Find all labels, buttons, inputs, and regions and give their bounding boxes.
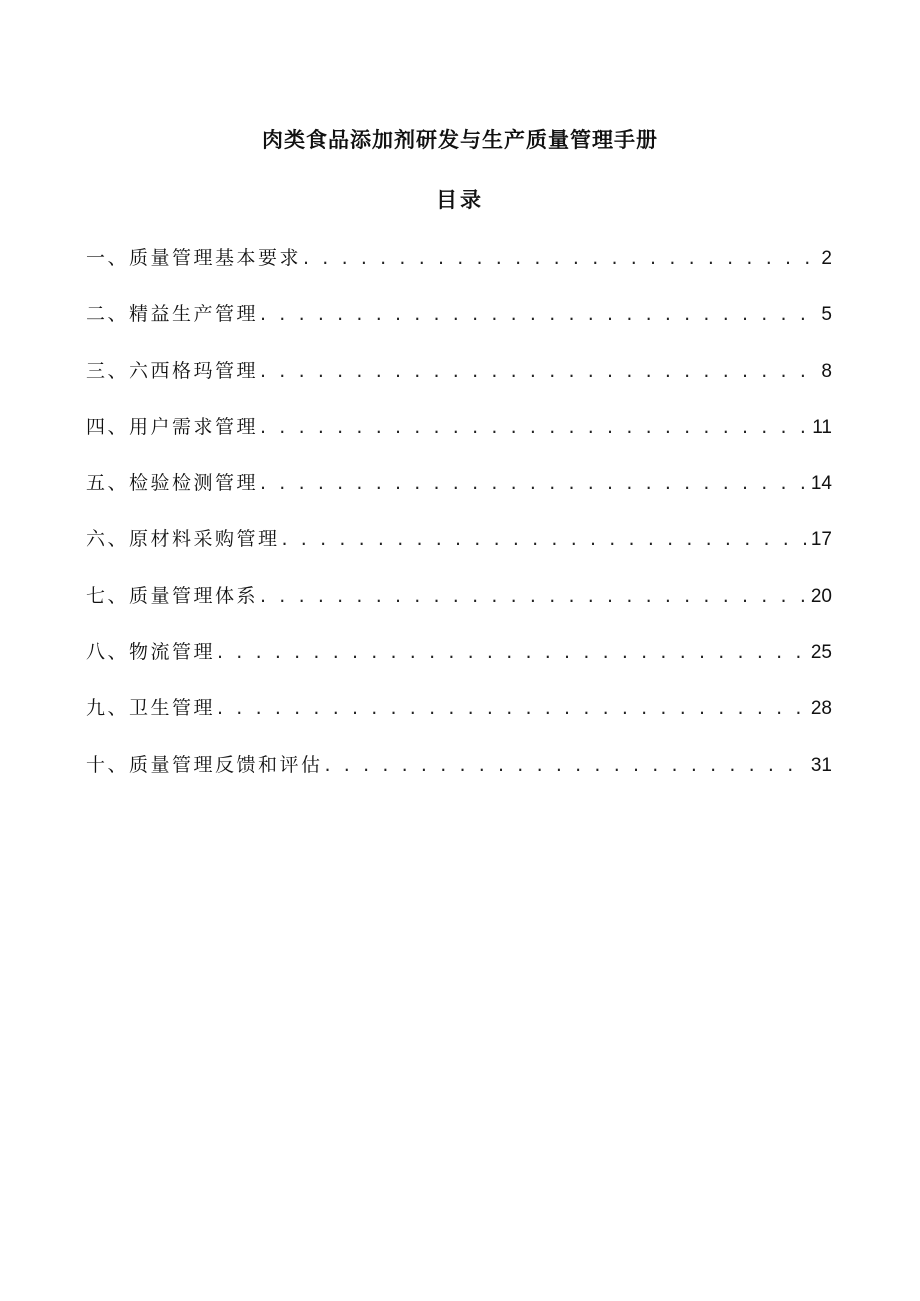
toc-dot-leader	[217, 690, 807, 726]
toc-entry-label: 十、质量管理反馈和评估	[86, 753, 323, 776]
toc-page-number: 31	[810, 754, 832, 776]
toc-entry-label: 七、质量管理体系	[86, 584, 259, 607]
toc-dot-leader	[325, 747, 807, 783]
toc-page-number: 2	[821, 248, 832, 269]
toc-page-number: 14	[810, 473, 832, 495]
toc-entry-label: 八、物流管理	[86, 641, 216, 664]
toc-dot-leader	[282, 521, 807, 557]
toc-entry[interactable]	[86, 578, 832, 634]
document-title: 肉类食品添加剂研发与生产质量管理手册	[262, 128, 658, 152]
toc-page-number: 17	[810, 529, 832, 551]
toc-entry-label: 五、检验检测管理	[86, 472, 259, 495]
toc-dot-leader	[260, 409, 808, 445]
toc-page-number: 5	[821, 304, 832, 326]
toc-dot-leader	[303, 240, 817, 276]
toc-dot-leader	[260, 353, 817, 389]
toc-page-number: 11	[812, 416, 832, 438]
toc-dot-leader	[260, 578, 807, 614]
toc-dot-leader	[217, 634, 807, 670]
toc-dot-leader	[260, 465, 807, 501]
toc-page-number: 25	[810, 642, 832, 664]
toc-entry-label: 四、用户需求管理	[86, 415, 259, 438]
toc-page-number: 28	[810, 698, 832, 720]
toc-page-number: 8	[821, 360, 832, 382]
toc-entry[interactable]	[86, 690, 832, 746]
toc-entry-label: 六、原材料采购管理	[86, 528, 280, 551]
toc-entry[interactable]	[86, 465, 832, 521]
table-of-contents	[86, 240, 832, 803]
toc-entry-label: 二、精益生产管理	[86, 303, 259, 326]
toc-entry-label: 一、质量管理基本要求	[86, 247, 302, 269]
toc-entry-label: 三、六西格玛管理	[86, 359, 259, 382]
toc-entry[interactable]	[86, 409, 832, 465]
toc-page-number: 20	[810, 585, 832, 607]
toc-entry[interactable]	[86, 296, 832, 352]
toc-heading: 目录	[436, 188, 484, 212]
toc-entry[interactable]	[86, 747, 832, 803]
toc-entry[interactable]	[86, 353, 832, 409]
toc-entry-label: 九、卫生管理	[86, 697, 216, 720]
toc-dot-leader	[260, 296, 817, 332]
toc-entry[interactable]	[86, 634, 832, 690]
toc-entry[interactable]	[86, 521, 832, 577]
toc-entry[interactable]	[86, 240, 832, 296]
